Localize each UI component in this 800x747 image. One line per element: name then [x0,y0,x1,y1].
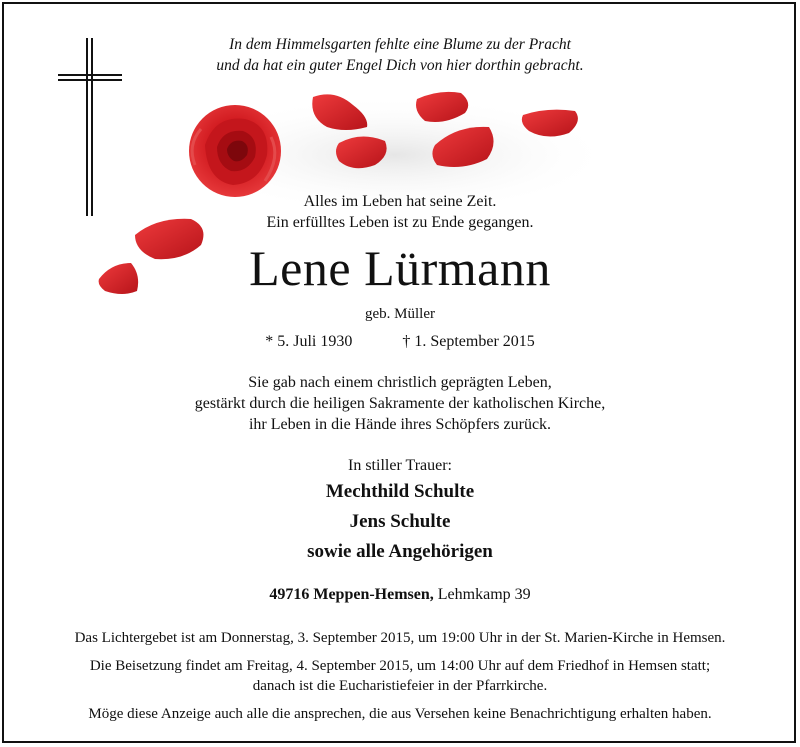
notice-burial: Die Beisetzung findet am Freitag, 4. September 2015, um 14:00 Uhr auf dem Friedhof in Hemsen statt; [89,658,711,674]
address-street: Lehmkamp 39 [437,586,531,603]
mourner-name-3: sowie alle Angehörigen [307,541,493,562]
deceased-name: Lene Lürmann [249,240,551,296]
poem-line-1: In dem Himmelsgarten fehlte eine Blume zu der Pracht [229,36,571,53]
mourning-intro: In stiller Trauer: [348,457,452,474]
tribute-line-1: Sie gab nach einem christlich geprägten Leben, [248,374,552,391]
motto-line-2: Ein erfülltes Leben ist zu Ende gegangen. [266,214,534,231]
notice-mass: danach ist die Eucharistiefeier in der Pfarrkirche. [252,678,548,694]
notice-prayer: Das Lichtergebet ist am Donnerstag, 3. September 2015, um 19:00 Uhr in der St. Marien-Kirche in Hemsen. [74,630,726,646]
birth-date: * 5. Juli 1930 [265,333,353,350]
mourner-name-1: Mechthild Schulte [325,481,475,502]
tribute-line-2: gestärkt durch die heiligen Sakramente der katholischen Kirche, [194,395,606,412]
notice-apology: Möge diese Anzeige auch alle die ansprechen, die aus Versehen keine Benachrichtigung erhalten haben. [88,706,712,722]
born-name: geb. Müller [365,306,435,322]
address-city: 49716 Meppen-Hemsen, [269,586,434,603]
address [0,586,800,604]
life-dates [0,333,800,351]
motto-line-1: Alles im Leben hat seine Zeit. [303,193,497,210]
tribute-line-3: ihr Leben in die Hände ihres Schöpfers zurück. [248,416,552,433]
death-date: † 1. September 2015 [402,333,535,350]
mourner-name-2: Jens Schulte [349,511,451,532]
poem-line-2: und da hat ein guter Engel Dich von hier dorthin gebracht. [216,57,584,74]
rose-icon [189,105,281,197]
